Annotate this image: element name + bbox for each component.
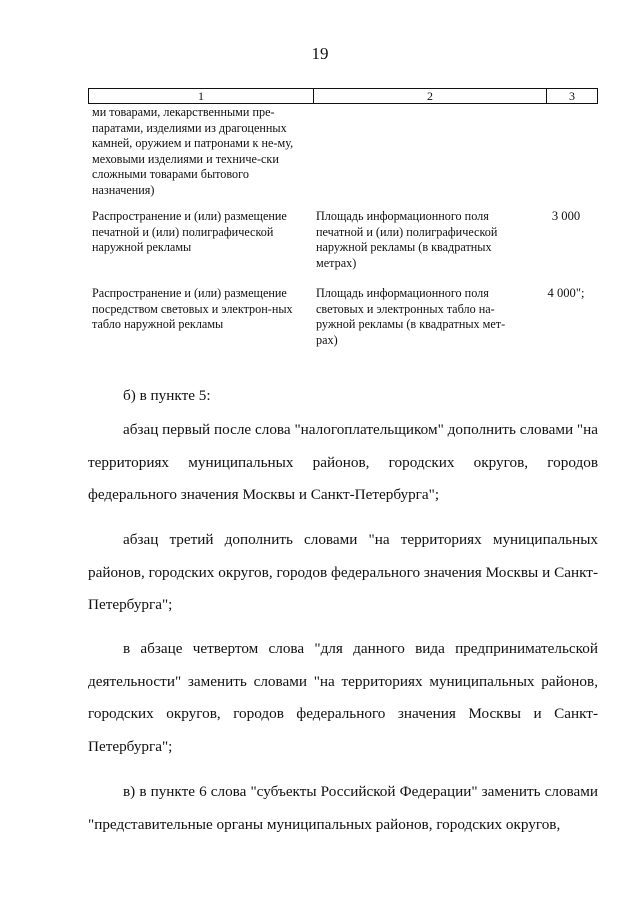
paragraph-point-b: б) в пункте 5: <box>123 387 211 404</box>
table-cell-activity: Распространение и (или) размещение посредством световых и электрон-ных табло наружной рекламы <box>92 286 293 331</box>
table-cell-value: 4 000"; <box>547 286 585 300</box>
paragraph-abzac-first: абзац первый после слова "налогоплательщиком" дополнить словами "на территориях муниципальных районов, городских округов, городов федерального значения Москвы и Санкт-Петербурга"; <box>88 421 598 503</box>
table-cell-value: 3 000 <box>551 209 581 223</box>
table-header-col-1: 1 <box>89 89 314 103</box>
paragraph-abzac-fourth: в абзаце четвертом слова "для данного вида предпринимательской деятельности" заменить словами "на территориях муниципальных районов, городских округов, городов федерального значения Москвы и Санкт-Петербурга"; <box>88 640 598 755</box>
table-cell-activity: Распространение и (или) размещение печатной и (или) полиграфической наружной рекламы <box>92 209 287 254</box>
paragraph-point-v: в) в пункте 6 слова "субъекты Российской Федерации" заменить словами "представительные органы муниципальных районов, городских округов, <box>88 783 598 833</box>
page-number: 19 <box>311 44 329 63</box>
table-cell-activity: ми товарами, лекарственными пре-паратами, изделиями из драгоценных камней, оружием и патронами к не-му, меховыми изделиями и техниче-ски сложными товарами бытового назначения) <box>92 105 294 197</box>
continuation-table <box>88 88 598 347</box>
table-header-col-3: 3 <box>569 89 575 103</box>
table-cell-indicator: Площадь информационного поля световых и электронных табло на-ружной рекламы (в квадратных мет-рах) <box>316 286 506 347</box>
paragraph-abzac-third: абзац третий дополнить словами "на территориях муниципальных районов, городских округов, городов федерального значения Москвы и Санкт-Петербурга"; <box>88 531 598 613</box>
table-header-col-2: 2 <box>314 89 547 103</box>
table-header-row <box>88 88 598 104</box>
table-cell-indicator: Площадь информационного поля печатной и (или) полиграфической наружной рекламы (в квадратных метрах) <box>316 209 498 270</box>
